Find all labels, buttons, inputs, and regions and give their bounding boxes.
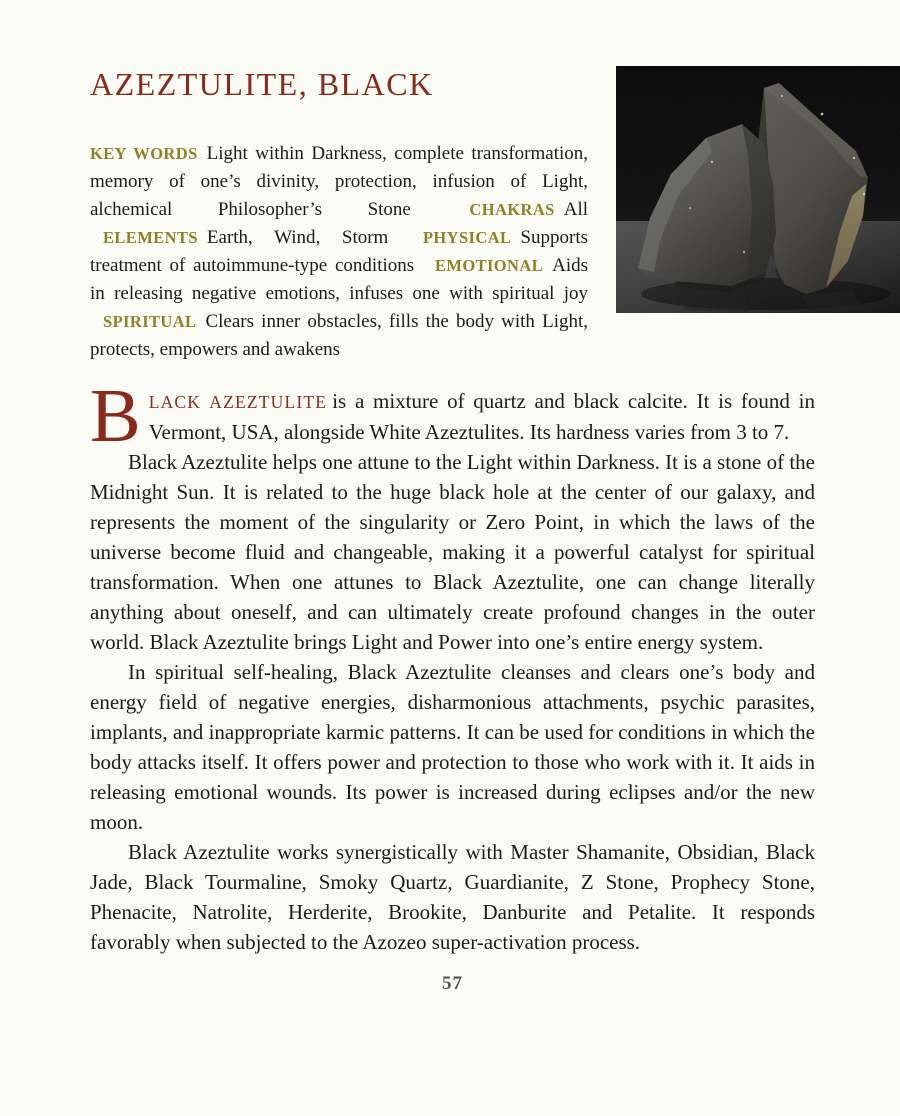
body-paragraph: Black Azeztulite works synergistically with Master Shamanite, Obsidian, Black Jade, Black Tourmaline, Smoky Quartz, Guardianite, Z Stone, Prophecy Stone, Phenacite, Natrolite, Herderite, Brookite, Danburite and Petalite. It responds favorably when subjected to the Azozeo super-activation process. [90,840,815,954]
opening-paragraph [90,374,815,458]
label-elements: ELEMENTS [103,228,198,247]
lead-smallcaps: LACK AZEZTULITE [148,392,328,412]
key-words-text: Light within Darkness, complete transformation, memory of one’s divinity, protection, infusion of Light, alchemical Philosopher’s Stone [90,143,588,220]
label-chakras: CHAKRAS [469,200,555,219]
label-physical: PHYSICAL [422,228,512,247]
emotional-text: Aids in releasing negative emotions, infuses one with spiritual joy [90,255,588,304]
body-paragraph: In spiritual self-healing, Black Azeztulite cleanses and clears one’s body and energy field of negative energies, disharmonious attachments, psychic parasites, implants, and inappropriate karmic patterns. It can be used for conditions in which the body attacks itself. It offers power and protection to those who work with it. It aids in releasing emotional wounds. Its power is increased during eclipses and/or the new moon. [90,660,815,834]
body-paragraph: Black Azeztulite helps one attune to the Light within Darkness. It is a stone of the Midnight Sun. It is related to the huge black hole at the center of our galaxy, and represents the moment of the singularity or Zero Point, in which the laws of the universe become fluid and changeable, making it a powerful catalyst for spiritual transformation. When one attunes to Black Azeztulite, one can change literally anything about oneself, and can ultimately create profound changes in the outer world. Black Azeztulite brings Light and Power into one’s entire energy system. [90,450,816,654]
book-page [0,66,900,1116]
page-title: AZEZTULITE, BLACK [90,66,434,102]
page-number: 57 [442,973,463,994]
rock-illustration [616,66,900,313]
label-spiritual: SPIRITUAL [103,312,197,331]
label-emotional: EMOTIONAL [434,256,544,275]
article-body [90,374,816,957]
elements-text: Earth, Wind, Storm [206,227,389,248]
opening-text: is a mixture of quartz and black calcite. It is found in Vermont, USA, alongside White Azeztulites. Its hardness varies from 3 to 7. [148,389,815,444]
chakras-text: All [563,199,588,220]
drop-cap: B [90,374,141,458]
physical-text: Supports treatment of autoimmune-type conditions [90,227,588,276]
specimen-photo [616,66,900,313]
spiritual-text: Clears inner obstacles, fills the body with Light, protects, empowers and awakens [90,311,588,360]
label-key-words: KEY WORDS [90,144,198,163]
